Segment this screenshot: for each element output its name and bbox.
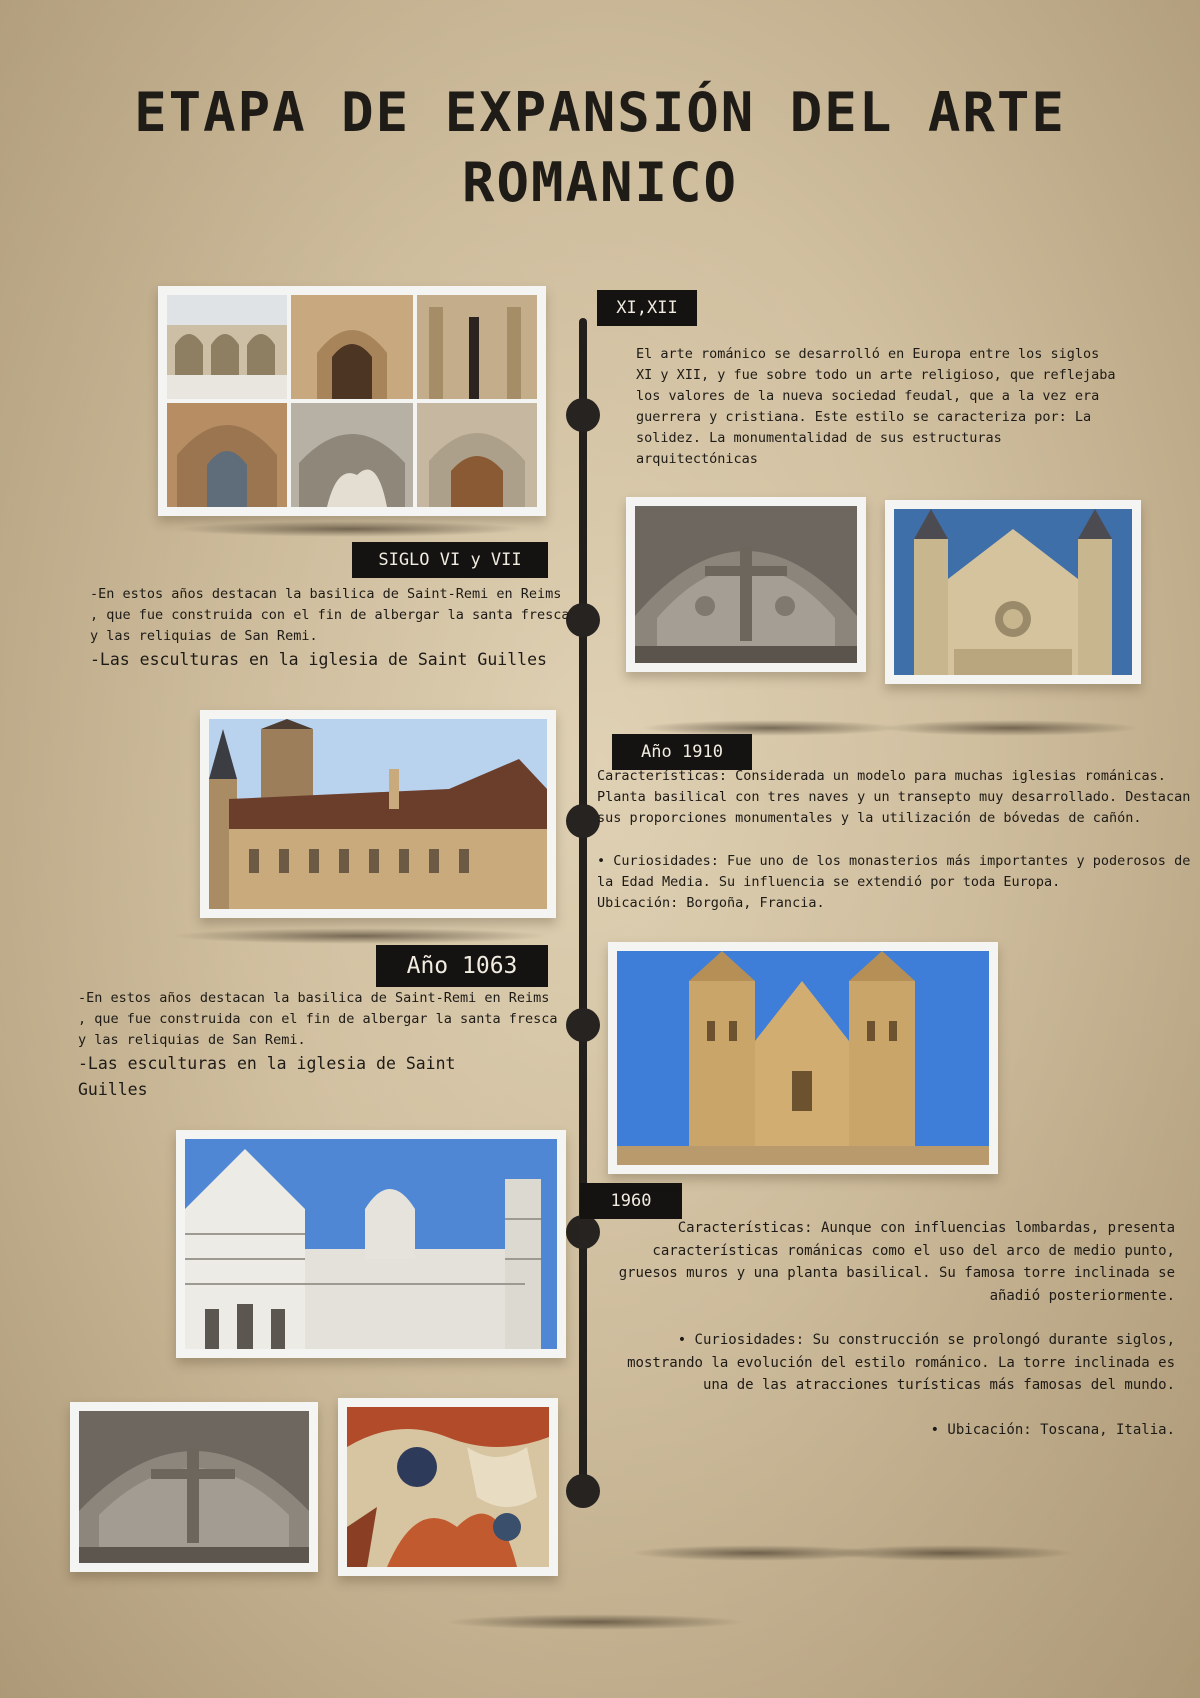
timeline-dot	[566, 398, 600, 432]
photo-shadow	[880, 720, 1140, 736]
ano-1910-caracteristicas: Características: Considerada un modelo para muchas iglesias románicas. Planta basilical con tres naves y un transepto muy desarrollado. Destacan sus proporciones monumentales y la utilización de bóvedas de cañón.	[597, 768, 1191, 826]
label-1960: 1960	[580, 1183, 682, 1219]
label-siglo-vi-vii: SIGLO VI y VII	[352, 542, 548, 578]
siglo-vi-vii-sculptures: -Las esculturas en la iglesia de Saint Guilles	[90, 650, 547, 669]
siglo-vi-vii-paragraph: -En estos años destacan la basilica de Saint-Remi en Reims , que fue construida con el fin de albergar la santa fresca y las reliquias de San Remi.	[90, 586, 570, 644]
timeline-dot	[566, 1008, 600, 1042]
ano-1960-caracteristicas: Características: Aunque con influencias lombardas, presenta características románicas como el uso del arco de medio punto, gruesos muros y una planta basilical. Su famosa torre inclinada se añadió posteriormente.	[618, 1220, 1175, 1304]
xi-xii-text: El arte románico se desarrolló en Europa entre los siglos XI y XII, y fue sobre todo un arte religioso, que reflejaba los valores de la nueva sociedad feudal, que a la vez era guerrera y cristiana. Este estilo se caracteriza por: La solidez. La monumentalidad de sus estructuras arquitectónicas	[636, 346, 1116, 467]
romanesque-arches-collage	[158, 286, 546, 516]
ano-1910-text	[597, 766, 1197, 914]
ano-1063-sculptures: -Las esculturas en la iglesia de Saint Guilles	[78, 1054, 456, 1099]
ano-1063-paragraph: -En estos años destacan la basilica de Saint-Remi en Reims , que fue construida con el fin de albergar la santa fresca y las reliquias de San Remi.	[78, 990, 558, 1048]
romanesque-fresco-photo	[338, 1398, 558, 1576]
ano-1063-text	[78, 988, 563, 1103]
timeline-dot	[566, 1474, 600, 1508]
pisa-cathedral-photo	[176, 1130, 566, 1358]
photo-shadow	[170, 928, 550, 944]
siglo-vi-vii-text	[90, 584, 575, 673]
label-ano-1910: Año 1910	[612, 734, 752, 770]
tympanum-relief-photo	[626, 497, 866, 672]
santiago-cathedral-photo	[608, 942, 998, 1174]
photo-shadow	[640, 720, 900, 736]
label-ano-1063: Año 1063	[376, 945, 548, 987]
label-xi-xii: XI,XII	[597, 290, 697, 326]
tympanum-relief-photo-2	[70, 1402, 318, 1572]
ano-1960-curiosidades: • Curiosidades: Su construcción se prolongó durante siglos, mostrando la evolución del estilo románico. La torre inclinada es una de las atracciones turísticas más famosas del mundo.	[627, 1332, 1175, 1393]
photo-shadow	[445, 1614, 745, 1630]
photo-shadow	[175, 521, 525, 537]
ano-1910-curiosidades: • Curiosidades: Fue uno de los monasterios más importantes y poderosos de la Edad Media. Su influencia se extendió por toda Europa.	[597, 853, 1191, 890]
ano-1910-ubicacion: Ubicación: Borgoña, Francia.	[597, 895, 825, 911]
ano-1960-ubicacion: • Ubicación: Toscana, Italia.	[930, 1421, 1175, 1438]
photo-shadow	[825, 1545, 1075, 1561]
saint-remi-basilica-photo	[885, 500, 1141, 684]
ano-1960-text	[597, 1217, 1175, 1441]
timeline-dot	[566, 1215, 600, 1249]
page-title: ETAPA DE EXPANSIÓN DEL ARTE ROMANICO	[134, 81, 1066, 214]
timeline-line	[579, 318, 587, 1493]
timeline-dot	[566, 804, 600, 838]
cluny-abbey-photo	[200, 710, 556, 918]
